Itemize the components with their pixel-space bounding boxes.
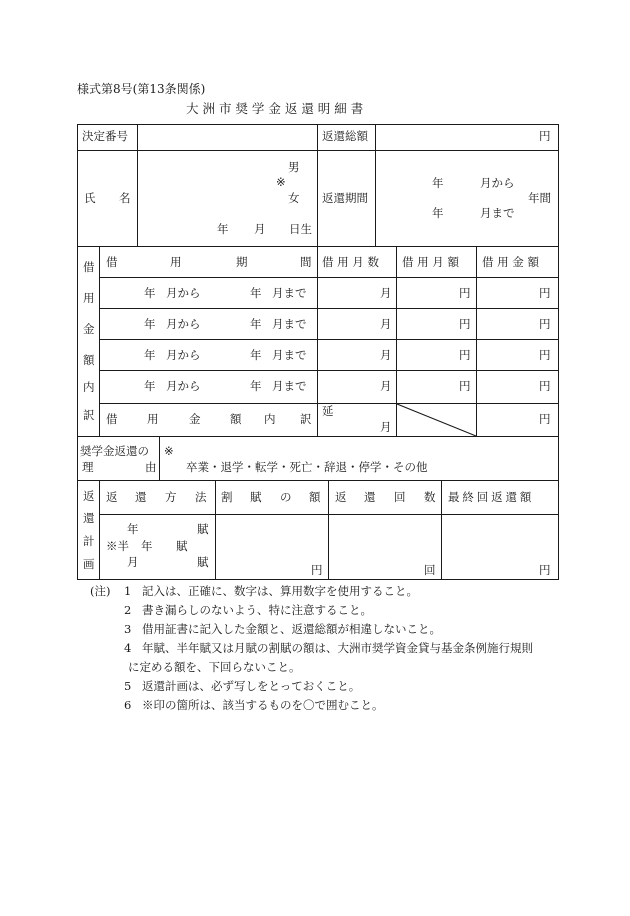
birth-month-unit: 月 [254, 222, 266, 236]
total-yen-unit: 円 [539, 129, 551, 143]
note-text: 記入は、正確に、数字は、算用数字を使用すること。 [142, 584, 418, 598]
total-repayment-field[interactable] [376, 125, 558, 150]
reason-mark: ※ [164, 444, 174, 458]
gender-female[interactable]: 女 [288, 191, 300, 205]
total-amount-unit: 円 [539, 412, 551, 426]
reason-options[interactable]: 卒業・退学・転学・死亡・辞退・停学・その他 [186, 460, 428, 474]
note-text: 借用証書に記入した金額と、返還総額が相違しないこと。 [142, 622, 441, 636]
name-label-2: 名 [119, 191, 131, 205]
header-final-amount: 最終回返還額 [448, 490, 535, 504]
note-number: 6 [124, 698, 132, 712]
note-number: 1 [124, 584, 132, 598]
gender-mark: ※ [276, 175, 286, 189]
total-months-unit: 月 [380, 420, 392, 434]
note-number: 2 [124, 603, 132, 617]
repayment-period-label: 返還期間 [322, 191, 368, 205]
notes-prefix: (注) [90, 584, 111, 598]
note-number: 5 [124, 679, 132, 693]
reason-label-line1: 奨学金返還の [80, 444, 149, 458]
note-number: 4 [124, 641, 132, 655]
repayment-count-unit: 回 [424, 563, 436, 577]
period-start-month: 月から [480, 176, 515, 190]
installment-yen-unit: 円 [311, 563, 323, 577]
period-end-month: 月まで [480, 206, 515, 220]
note-text: 書き漏らしのないよう、特に注意すること。 [142, 603, 372, 617]
form-number: 様式第8号(第13条関係) [77, 82, 206, 96]
note-number: 3 [124, 622, 132, 636]
birth-day-unit: 日生 [289, 222, 312, 236]
total-months-prefix: 延 [322, 404, 334, 418]
final-amount-unit: 円 [539, 563, 551, 577]
form-title: 大 洲 市 奨 学 金 返 還 明 細 書 [186, 101, 364, 116]
reason-label-yu: 由 [145, 460, 157, 474]
gender-male[interactable]: 男 [288, 160, 300, 174]
period-start-year: 年 [432, 176, 444, 190]
period-years-unit: 年間 [528, 191, 551, 205]
decision-number-label: 決定番号 [82, 129, 128, 143]
reason-label-ri: 理 [82, 460, 94, 474]
birth-year-unit: 年 [217, 222, 229, 236]
decision-number-field[interactable] [138, 125, 317, 150]
note-text-continued: に定める額を、下回らないこと。 [128, 660, 301, 674]
total-repayment-label: 返還総額 [322, 129, 368, 143]
period-end-year: 年 [432, 206, 444, 220]
note-text: ※印の箇所は、該当するものを〇で囲むこと。 [142, 698, 384, 712]
note-text: 年賦、半年賦又は月賦の割賦の額は、大洲市奨学資金貸与基金条例施行規則 [142, 641, 533, 655]
header-monthly-amount: 借 用 月 額 [402, 255, 459, 269]
name-field[interactable] [138, 151, 278, 211]
header-loan-amount: 借 用 金 額 [482, 255, 539, 269]
note-text: 返還計画は、必ず写しをとっておくこと。 [142, 679, 361, 693]
header-loan-months: 借 用 月 数 [322, 255, 379, 269]
name-label-1: 氏 [84, 191, 96, 205]
